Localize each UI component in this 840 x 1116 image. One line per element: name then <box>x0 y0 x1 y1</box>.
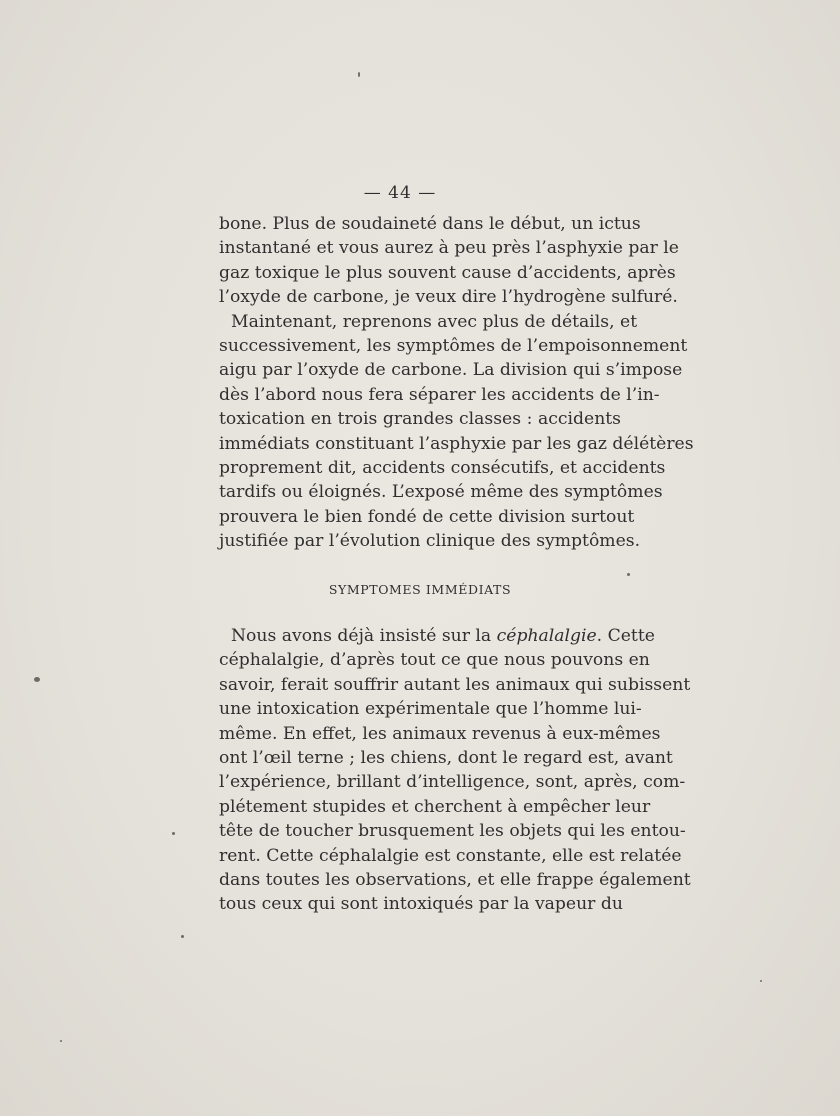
paper-speck <box>627 573 630 576</box>
body-text-bottom <box>219 624 691 917</box>
paragraph1-line: instantané et vous aurez à peu près l’asphyxie par le <box>219 238 679 259</box>
paragraph1-line: bone. Plus de soudaineté dans le début, un ictus <box>219 214 641 234</box>
paragraph2-line: successivement, les symptômes de l’empoisonnement <box>219 335 688 356</box>
emphasized-term: céphalalgie <box>496 626 597 646</box>
paragraph2-line: prouvera le bien fondé de cette division surtout <box>219 506 635 527</box>
paragraph2-line: proprement dit, accidents consécutifs, et accidents <box>219 457 666 478</box>
paper-speck <box>760 980 762 982</box>
paper-speck <box>34 677 40 682</box>
paragraph2-line: justifiée par l’évolution clinique des symptômes. <box>219 531 641 552</box>
paragraph3-line: tête de toucher brusquement les objets qui les entou- <box>219 821 686 842</box>
paragraph3-line: dans toutes les observations, et elle frappe également <box>219 869 691 890</box>
paragraph3-text: Nous avons déjà insisté sur la <box>231 626 497 646</box>
paragraph2-line: toxication en trois grandes classes : accidents <box>219 409 621 430</box>
paragraph3-line: ont l’œil terne ; les chiens, dont le regard est, avant <box>219 747 673 768</box>
paragraph2-line: aigu par l’oxyde de carbone. La division qui s’impose <box>219 360 683 381</box>
paper-speck <box>60 1040 62 1042</box>
paragraph3-line: tous ceux qui sont intoxiqués par la vapeur du <box>219 894 623 915</box>
paper-speck <box>172 832 175 835</box>
paragraph2-line: tardifs ou éloignés. L’exposé même des symptômes <box>219 482 663 503</box>
paragraph3-line: savoir, ferait souffrir autant les animaux qui subissent <box>219 674 691 695</box>
page-number: — 44 — <box>363 183 437 203</box>
paragraph2-line: Maintenant, reprenons avec plus de détails, et <box>231 311 638 332</box>
paragraph3-line: une intoxication expérimentale que l’homme lui- <box>219 699 642 720</box>
paragraph3-line: l’expérience, brillant d’intelligence, sont, après, com- <box>219 772 686 793</box>
paper-speck <box>181 935 184 938</box>
paragraph3-text: . Cette <box>596 626 655 646</box>
paragraph1-line: gaz toxique le plus souvent cause d’accidents, après <box>219 262 676 283</box>
body-text-top <box>219 212 694 553</box>
paragraph3-line: plétement stupides et cherchent à empêcher leur <box>219 796 651 817</box>
paragraph3-first-line <box>219 624 655 648</box>
paragraph3-line: même. En effet, les animaux revenus à eux-mêmes <box>219 723 661 744</box>
section-heading: SYMPTOMES IMMÉDIATS <box>328 582 512 597</box>
paragraph3-line: céphalalgie, d’après tout ce que nous pouvons en <box>219 650 650 671</box>
paragraph1-line: l’oxyde de carbone, je veux dire l’hydrogène sulfuré. <box>219 287 678 308</box>
paper-speck <box>358 72 360 77</box>
paragraph2-line: immédiats constituant l’asphyxie par les gaz délétères <box>219 433 694 454</box>
paragraph3-line: rent. Cette céphalalgie est constante, elle est relatée <box>219 845 682 866</box>
paragraph2-line: dès l’abord nous fera séparer les accidents de l’in- <box>219 384 660 405</box>
